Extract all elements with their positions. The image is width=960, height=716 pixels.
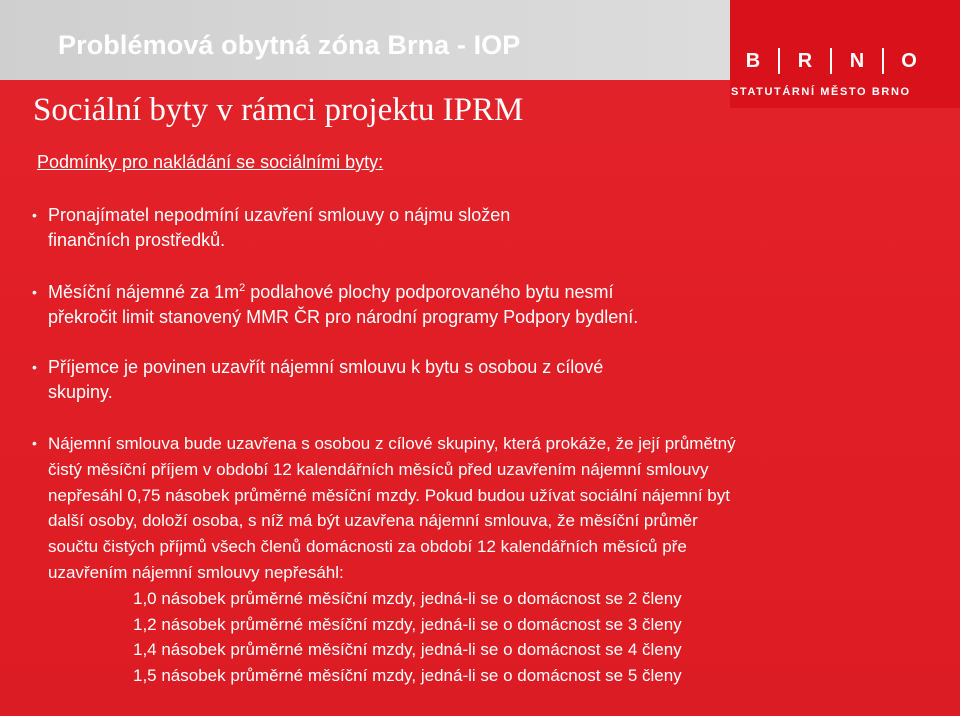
- bullet-line: skupiny.: [48, 382, 113, 402]
- indented-line: 1,5 násobek průměrné měsíční mzdy, jedná-li se o domácnost se 5 členy: [133, 666, 682, 686]
- bullet-line: [48, 280, 638, 305]
- bullet-dot-icon: •: [32, 284, 37, 300]
- bullet-dot-icon: •: [32, 207, 37, 223]
- bullet-line-part: Měsíční nájemné za 1m: [48, 282, 240, 302]
- bullet-text: [48, 431, 736, 689]
- bullet-line: Nájemní smlouva bude uzavřena s osobou z cílové skupiny, která prokáže, že její průmětný: [48, 434, 736, 453]
- indented-line: 1,0 násobek průměrné měsíční mzdy, jedná-li se o domácnost se 2 členy: [133, 588, 682, 608]
- bullet-line-part: podlahové plochy podporovaného bytu nesmí: [245, 282, 614, 302]
- bullet-line: čistý měsíční příjem v období 12 kalendářních měsíců před uzavřením nájemní smlouvy: [48, 459, 709, 479]
- section-subtitle: [37, 152, 383, 173]
- bullet-text: [48, 280, 638, 330]
- bullet-item: [32, 431, 736, 689]
- bullet-text: [48, 355, 603, 405]
- logo-subtitle: STATUTÁRNÍ MĚSTO BRNO: [731, 86, 911, 98]
- bullet-item: [32, 203, 510, 253]
- logo-separator: [778, 48, 780, 74]
- slide-title: Sociální byty v rámci projektu IPRM: [33, 92, 524, 128]
- bullet-line: překročit limit stanovený MMR ČR pro národní programy Podpory bydlení.: [48, 307, 639, 327]
- bullet-line: Příjemce je povinen uzavřít nájemní smlouvu k bytu s osobou z cílové: [48, 357, 604, 377]
- subtitle-text: Podmínky pro nakládání se sociálními byty: [37, 152, 379, 172]
- brno-logo: [730, 0, 960, 108]
- logo-letter-b: B: [745, 49, 761, 72]
- bullet-text: [48, 203, 510, 253]
- bullet-item: [32, 355, 603, 405]
- logo-letter-o: O: [901, 49, 917, 72]
- bullet-line: další osoby, doloží osoba, s níž má být uzavřena nájemní smlouva, že měsíční průměr: [48, 511, 698, 531]
- logo-letter-n: N: [849, 49, 865, 72]
- logo-letters: [738, 48, 938, 74]
- bullet-line: součtu čistých příjmů všech členů domácnosti za období 12 kalendářních měsíců pře: [48, 537, 687, 557]
- indented-line: 1,4 násobek průměrné měsíční mzdy, jedná-li se o domácnost se 4 členy: [133, 640, 682, 660]
- bullet-dot-icon: •: [32, 435, 37, 451]
- indented-line: 1,2 násobek průměrné měsíční mzdy, jedná-li se o domácnost se 3 členy: [133, 614, 682, 634]
- bullet-item: [32, 280, 638, 330]
- bullet-line: finančních prostředků.: [48, 230, 226, 250]
- bullet-line: uzavřením nájemní smlouvy nepřesáhl:: [48, 562, 344, 582]
- header-title: Problémová obytná zóna Brna - IOP: [58, 30, 521, 60]
- logo-separator: [882, 48, 884, 74]
- logo-separator: [830, 48, 832, 74]
- subtitle-colon: :: [378, 152, 384, 172]
- bullet-line: Pronajímatel nepodmíní uzavření smlouvy o nájmu složen: [48, 205, 511, 225]
- bullet-line: nepřesáhl 0,75 násobek průměrné měsíční mzdy. Pokud budou užívat sociální nájemní byt: [48, 485, 730, 505]
- bullet-dot-icon: •: [32, 359, 37, 375]
- superscript: 2: [239, 282, 246, 294]
- logo-letter-r: R: [797, 49, 813, 72]
